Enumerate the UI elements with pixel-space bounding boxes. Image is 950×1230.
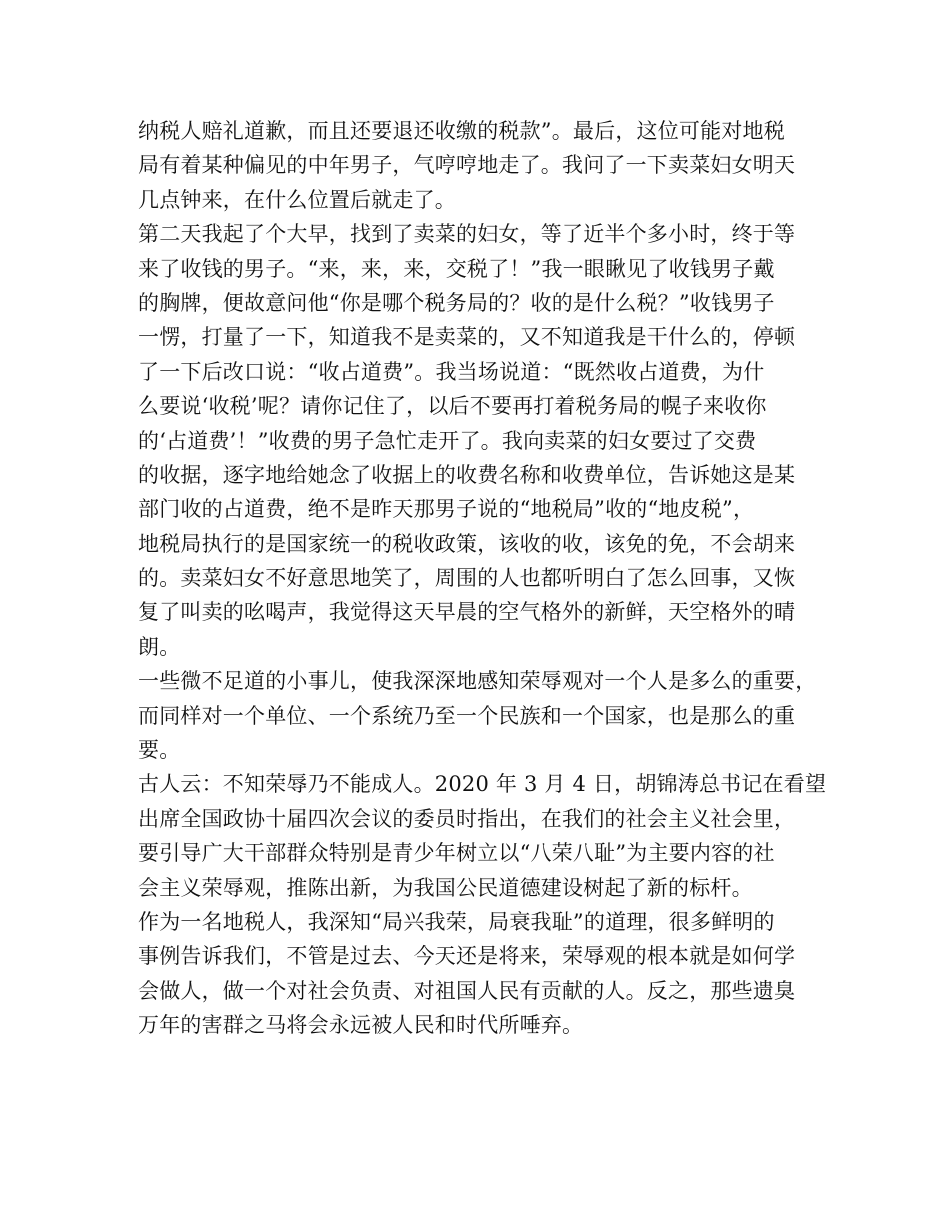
text-line: 么要说‘收税’呢？请你记住了，以后不要再打着税务局的幌子来收你	[138, 394, 767, 419]
text-line: 一愣，打量了一下，知道我不是卖菜的，又不知道我是干什么的，停顿	[138, 325, 796, 350]
text-line: 会做人，做一个对社会负责、对祖国人民有贡献的人。反之，那些遗臭	[138, 978, 796, 1003]
text-line: 地税局执行的是国家统一的税收政策，该收的收，该免的免，不会胡来	[138, 531, 796, 556]
text-line: 朗。	[138, 634, 181, 659]
text-line: 部门收的占道费，绝不是昨天那男子说的“地税局”收的“地皮税”，	[138, 497, 755, 522]
text-line: 出席全国政协十届四次会议的委员时指出，在我们的社会主义社会里，	[138, 806, 796, 831]
body-text	[138, 114, 828, 1043]
text-line: 复了叫卖的吆喝声，我觉得这天早晨的空气格外的新鲜，天空格外的晴	[138, 600, 796, 625]
text-line: 要引导广大干部群众特别是青少年树立以“八荣八耻”为主要内容的社	[138, 841, 775, 866]
text-line: 而同样对一个单位、一个系统乃至一个民族和一个国家，也是那么的重	[138, 703, 796, 728]
text-line: 作为一名地税人，我深知“局兴我荣，局衰我耻”的道理，很多鲜明的	[138, 909, 775, 934]
text-line: 万年的害群之马将会永远被人民和时代所唾弃。	[138, 1013, 584, 1038]
text-line: 的‘占道费’！”收费的男子急忙走开了。我向卖菜的妇女要过了交费	[138, 428, 757, 453]
text-line: 会主义荣辱观，推陈出新，为我国公民道德建设树起了新的标杆。	[138, 875, 753, 900]
text-line: 几点钟来，在什么位置后就走了。	[138, 187, 456, 212]
text-line: 了一下后改口说：“收占道费”。我当场说道：“既然收占道费，为什	[138, 359, 765, 384]
text-line: 一些微不足道的小事儿，使我深深地感知荣辱观对一个人是多么的重要，	[138, 669, 817, 694]
text-line: 第二天我起了个大早，找到了卖菜的妇女，等了近半个多小时，终于等	[138, 222, 796, 247]
text-line: 的收据，逐字地给她念了收据上的收费名称和收费单位，告诉她这是某	[138, 462, 796, 487]
text-line: 局有着某种偏见的中年男子，气哼哼地走了。我问了一下卖菜妇女明天	[138, 153, 796, 178]
text-line: 古人云：不知荣辱乃不能成人。2020 年 3 月 4 日，胡锦涛总书记在看望	[138, 772, 827, 797]
text-line: 事例告诉我们，不管是过去、今天还是将来，荣辱观的根本就是如何学	[138, 944, 796, 969]
text-line: 的。卖菜妇女不好意思地笑了，周围的人也都听明白了怎么回事，又恢	[138, 566, 796, 591]
text-line: 要。	[138, 738, 181, 763]
text-line: 来了收钱的男子。“来，来，来，交税了！”我一眼瞅见了收钱男子戴	[138, 256, 775, 281]
text-line: 纳税人赔礼道歉，而且还要退还收缴的税款”。最后，这位可能对地税	[138, 119, 785, 143]
text-line: 的胸牌，便故意问他“你是哪个税务局的？收的是什么税？”收钱男子	[138, 290, 775, 315]
